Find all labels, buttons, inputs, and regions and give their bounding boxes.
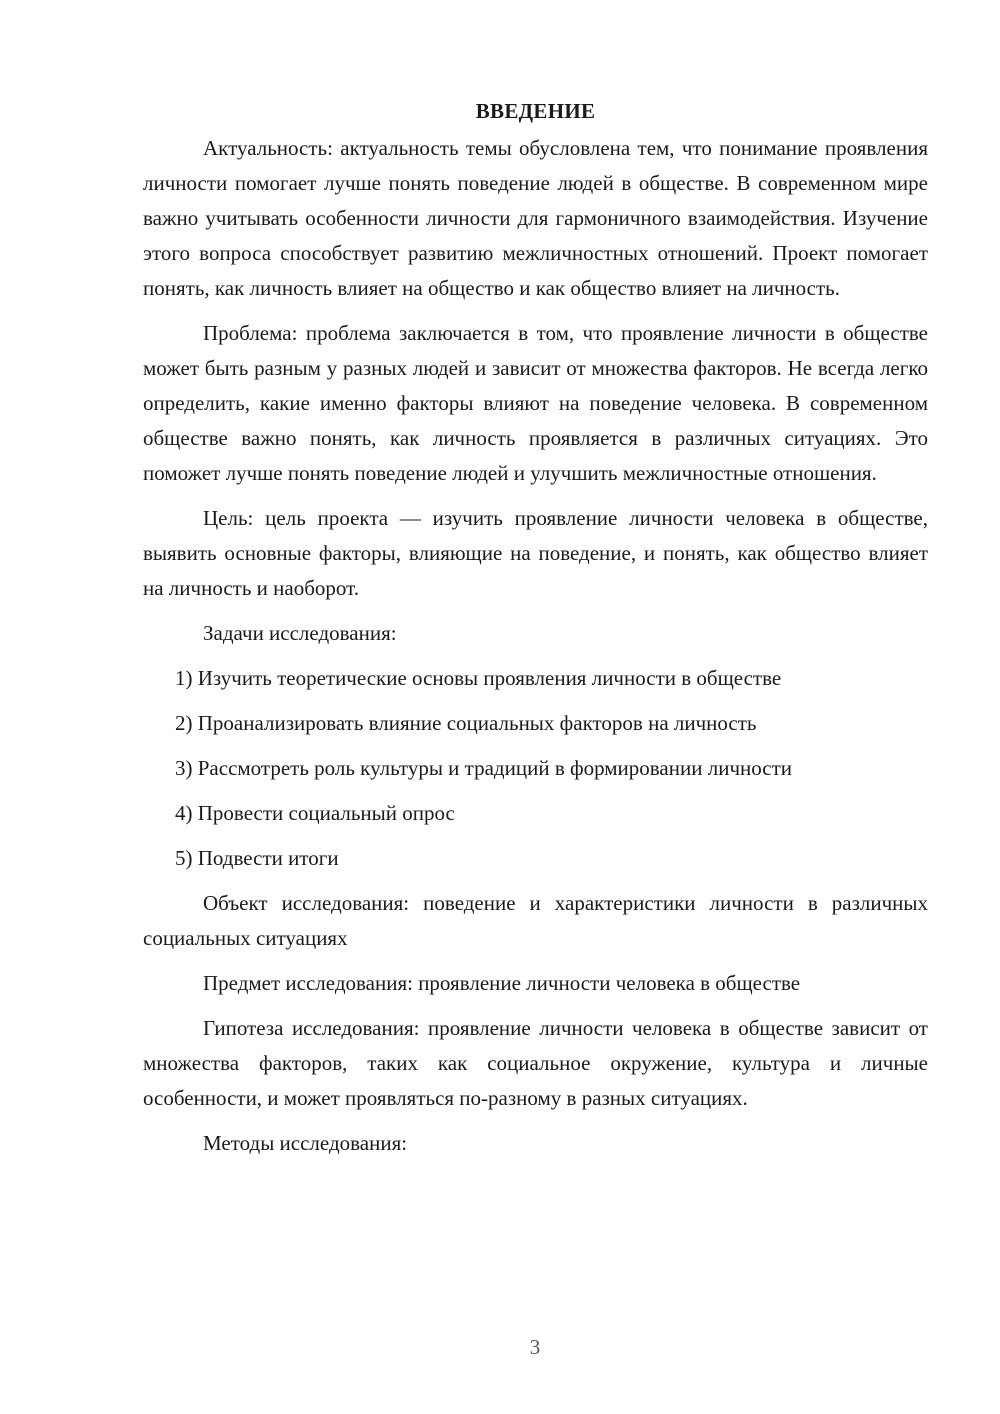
relevance-paragraph: Актуальность: актуальность темы обусловлена тем, что понимание проявления личности помогает лучше понять поведение людей в обществе. В современном мире важно учитывать особенности личности для гармоничного взаимодействия. Изучение этого вопроса способствует развитию межличностных отношений. Проект помогает понять, как личность влияет на общество и как общество влияет на личность. xyxy=(143,136,928,300)
page-body xyxy=(143,96,928,1171)
methods-heading: Методы исследования: xyxy=(203,1131,408,1155)
task-item: 1) Изучить теоретические основы проявления личности в обществе xyxy=(175,666,782,690)
tasks-heading: Задачи исследования: xyxy=(203,621,397,645)
task-item: 2) Проанализировать влияние социальных факторов на личность xyxy=(175,711,757,735)
subject-paragraph: Предмет исследования: проявление личности человека в обществе xyxy=(203,971,801,995)
object-paragraph: Объект исследования: поведение и характеристики личности в различных социальных ситуациях xyxy=(143,891,928,950)
task-item: 5) Подвести итоги xyxy=(175,846,339,870)
task-item: 3) Рассмотреть роль культуры и традиций в формировании личности xyxy=(175,756,792,780)
section-title: ВВЕДЕНИЕ xyxy=(475,99,596,123)
goal-paragraph: Цель: цель проекта — изучить проявление личности человека в обществе, выявить основные факторы, влияющие на поведение, и понять, как общество влияет на личность и наоборот. xyxy=(143,506,928,600)
problem-paragraph: Проблема: проблема заключается в том, что проявление личности в обществе может быть разным у разных людей и зависит от множества факторов. Не всегда легко определить, какие именно факторы влияют на поведение человека. В современном обществе важно понять, как личность проявляется в различных ситуациях. Это поможет лучше понять поведение людей и улучшить межличностные отношения. xyxy=(143,321,928,485)
task-item: 4) Провести социальный опрос xyxy=(175,801,455,825)
tasks-list xyxy=(143,661,928,876)
hypothesis-paragraph: Гипотеза исследования: проявление личности человека в обществе зависит от множества факторов, таких как социальное окружение, культура и личные особенности, и может проявляться по-разному в разных ситуациях. xyxy=(143,1016,928,1110)
page-number: 3 xyxy=(529,1335,541,1359)
